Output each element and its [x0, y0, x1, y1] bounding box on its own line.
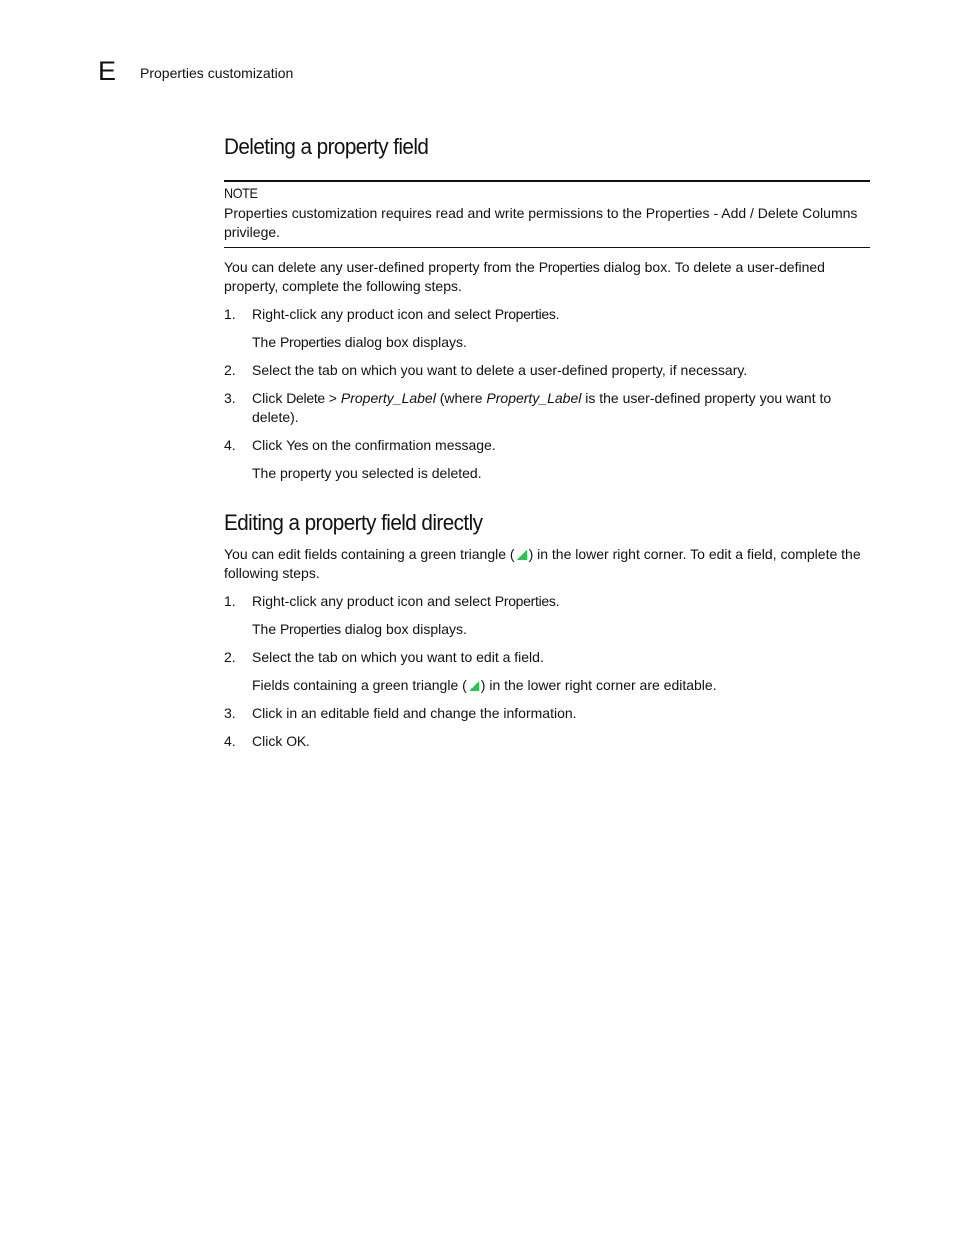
chapter-letter: E	[98, 56, 117, 86]
step-result	[252, 676, 870, 695]
text-run: >	[324, 390, 341, 406]
variable-property-label: Property_Label	[486, 390, 582, 406]
running-title: Properties customization	[140, 65, 294, 81]
text-run: You can edit fields containing a green triangle (	[224, 546, 515, 562]
text-run: is the user-defined property you want to delete).	[252, 390, 832, 425]
delete-intro	[224, 258, 870, 296]
step-number: 2.	[224, 362, 236, 378]
step-text: Select the tab on which you want to delete a user-defined property, if necessary.	[252, 362, 748, 378]
section-editing-property-field	[224, 509, 870, 751]
text-run: ) in the lower right corner are editable.	[480, 677, 717, 693]
text-run: dialog box. To delete a user-defined property, complete the following steps.	[224, 259, 825, 294]
text-run: on the confirmation message.	[308, 437, 496, 453]
step-result: The property you selected is deleted.	[252, 465, 482, 481]
step-number: 4.	[224, 437, 236, 453]
step-number: 3.	[224, 705, 236, 721]
ui-term-properties: Properties	[280, 334, 341, 350]
note-box	[224, 180, 870, 248]
variable-property-label: Property_Label	[340, 390, 436, 406]
text-run: The	[252, 334, 281, 350]
text-run: dialog box displays.	[340, 621, 467, 637]
ui-term-ok: OK	[286, 733, 306, 749]
section-heading-delete: Deleting a property field	[224, 134, 429, 159]
text-run: .	[555, 306, 560, 322]
page-content	[224, 128, 870, 751]
edit-step-3	[224, 704, 870, 723]
green-triangle-icon	[469, 681, 479, 691]
text-run: You can delete any user-defined property from the	[224, 259, 539, 275]
delete-step-2	[224, 361, 870, 380]
step-number: 3.	[224, 390, 236, 406]
section-deleting-property-field	[224, 133, 870, 483]
step-text	[252, 305, 870, 324]
edit-step-4	[224, 732, 870, 751]
ui-term-properties: Properties	[280, 621, 341, 637]
edit-intro	[224, 545, 870, 583]
delete-steps-list	[224, 305, 870, 483]
step-number: 2.	[224, 649, 236, 665]
step-text	[252, 592, 870, 611]
delete-step-1	[224, 305, 870, 352]
step-number: 1.	[224, 306, 236, 322]
step-number: 4.	[224, 733, 236, 749]
ui-term-yes: Yes	[286, 437, 309, 453]
delete-step-4	[224, 436, 870, 483]
text-run: dialog box displays.	[340, 334, 467, 350]
text-run: .	[305, 733, 310, 749]
step-text: Select the tab on which you want to edit a field.	[252, 649, 544, 665]
step-text	[252, 436, 870, 455]
text-run: The	[252, 621, 281, 637]
text-run: Click	[252, 733, 287, 749]
step-number: 1.	[224, 593, 236, 609]
text-run: Right-click any product icon and select	[252, 306, 495, 322]
section-heading-edit: Editing a property field directly	[224, 510, 483, 535]
text-run: ) in the lower right corner. To edit a field, complete the following steps.	[224, 546, 861, 581]
step-result	[252, 620, 870, 639]
text-run: Right-click any product icon and select	[252, 593, 495, 609]
step-result	[252, 333, 870, 352]
note-label: NOTE	[224, 185, 258, 201]
edit-step-2	[224, 648, 870, 695]
step-text	[252, 732, 870, 751]
ui-term-properties: Properties	[538, 259, 600, 275]
ui-term-properties: Properties	[494, 306, 556, 322]
note-text: Properties customization requires read and write permissions to the Properties - Add / Delete Columns privilege.	[224, 205, 858, 240]
text-run: .	[555, 593, 560, 609]
text-run: Click	[252, 437, 287, 453]
green-triangle-icon	[517, 550, 527, 560]
step-text	[252, 389, 870, 427]
step-text: Click in an editable field and change the information.	[252, 705, 577, 721]
ui-term-delete: Delete	[286, 390, 325, 406]
edit-step-1	[224, 592, 870, 639]
text-run: Fields containing a green triangle (	[252, 677, 467, 693]
edit-steps-list	[224, 592, 870, 751]
ui-term-properties: Properties	[494, 593, 556, 609]
delete-step-3	[224, 389, 870, 427]
text-run: (where	[435, 390, 487, 406]
text-run: Click	[252, 390, 287, 406]
